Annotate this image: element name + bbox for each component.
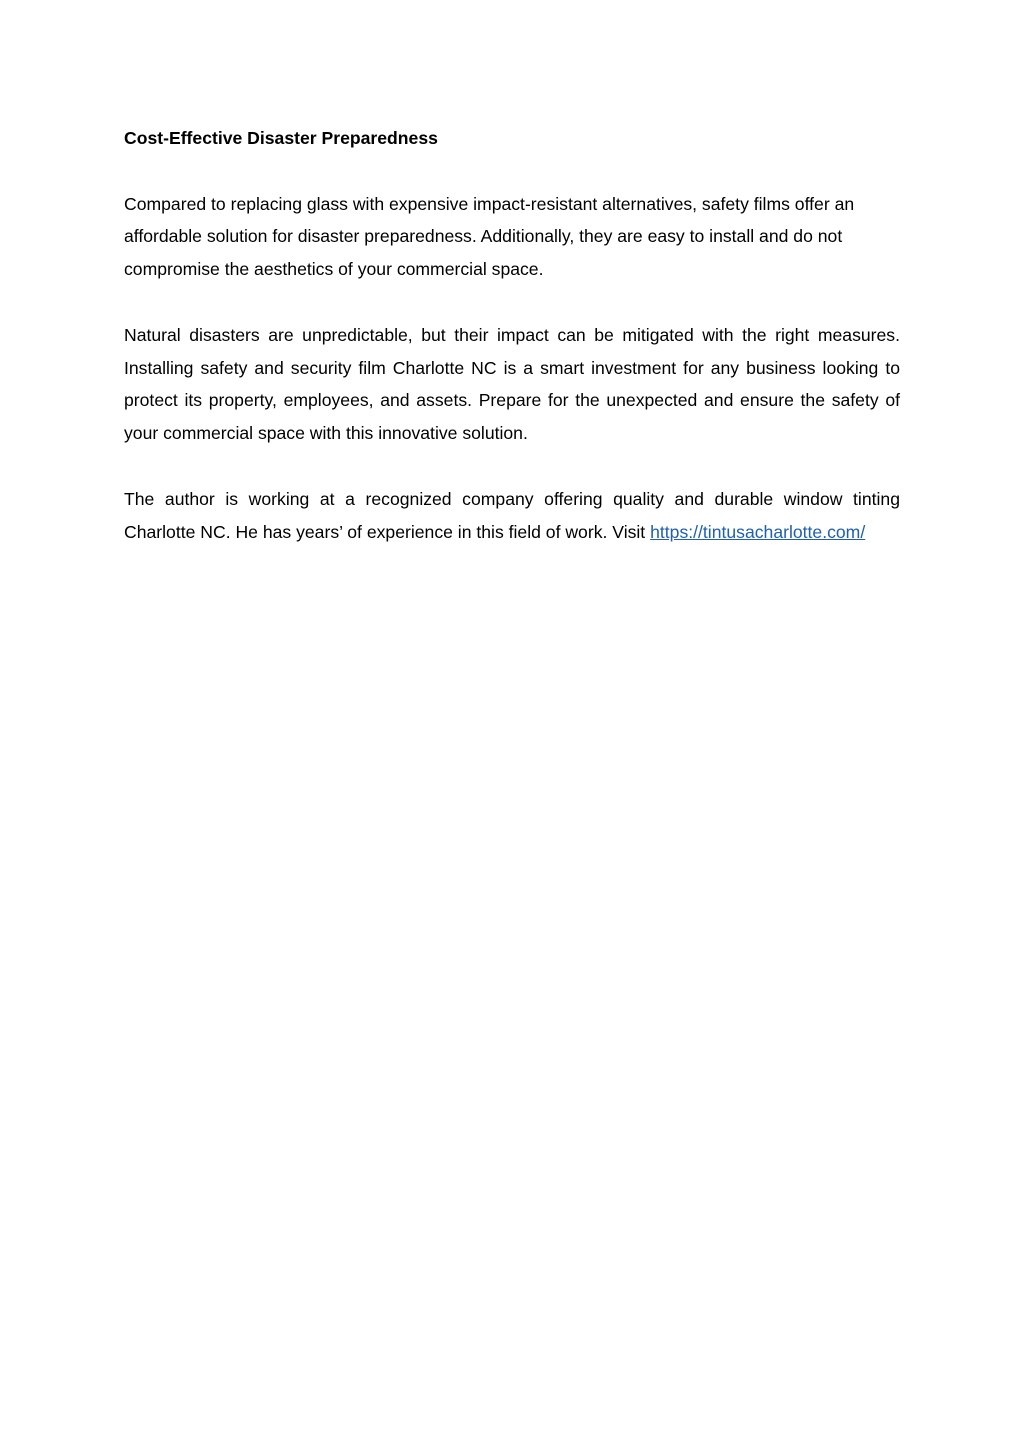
author-bio-text: The author is working at a recognized company offering quality and durable window tinting Charlotte NC. He has years’ of experience in this field of work. Visit	[124, 488, 900, 542]
paragraph-author-bio	[124, 483, 900, 549]
paragraph-natural-disasters: Natural disasters are unpredictable, but their impact can be mitigated with the right measures. Installing safety and security film Charlotte NC is a smart investment for any business looking to protect its property, employees, and assets. Prepare for the unexpected and ensure the safety of your commercial space with this innovative solution.	[124, 324, 900, 444]
website-link[interactable]: https://tintusacharlotte.com/	[650, 521, 866, 542]
document-body	[124, 122, 900, 581]
paragraph-cost-comparison: Compared to replacing glass with expensive impact-resistant alternatives, safety films offer an affordable solution for disaster preparedness. Additionally, they are easy to install and do not compromise the aesthetics of your commercial space.	[124, 193, 855, 280]
section-heading: Cost-Effective Disaster Preparedness	[124, 128, 438, 148]
